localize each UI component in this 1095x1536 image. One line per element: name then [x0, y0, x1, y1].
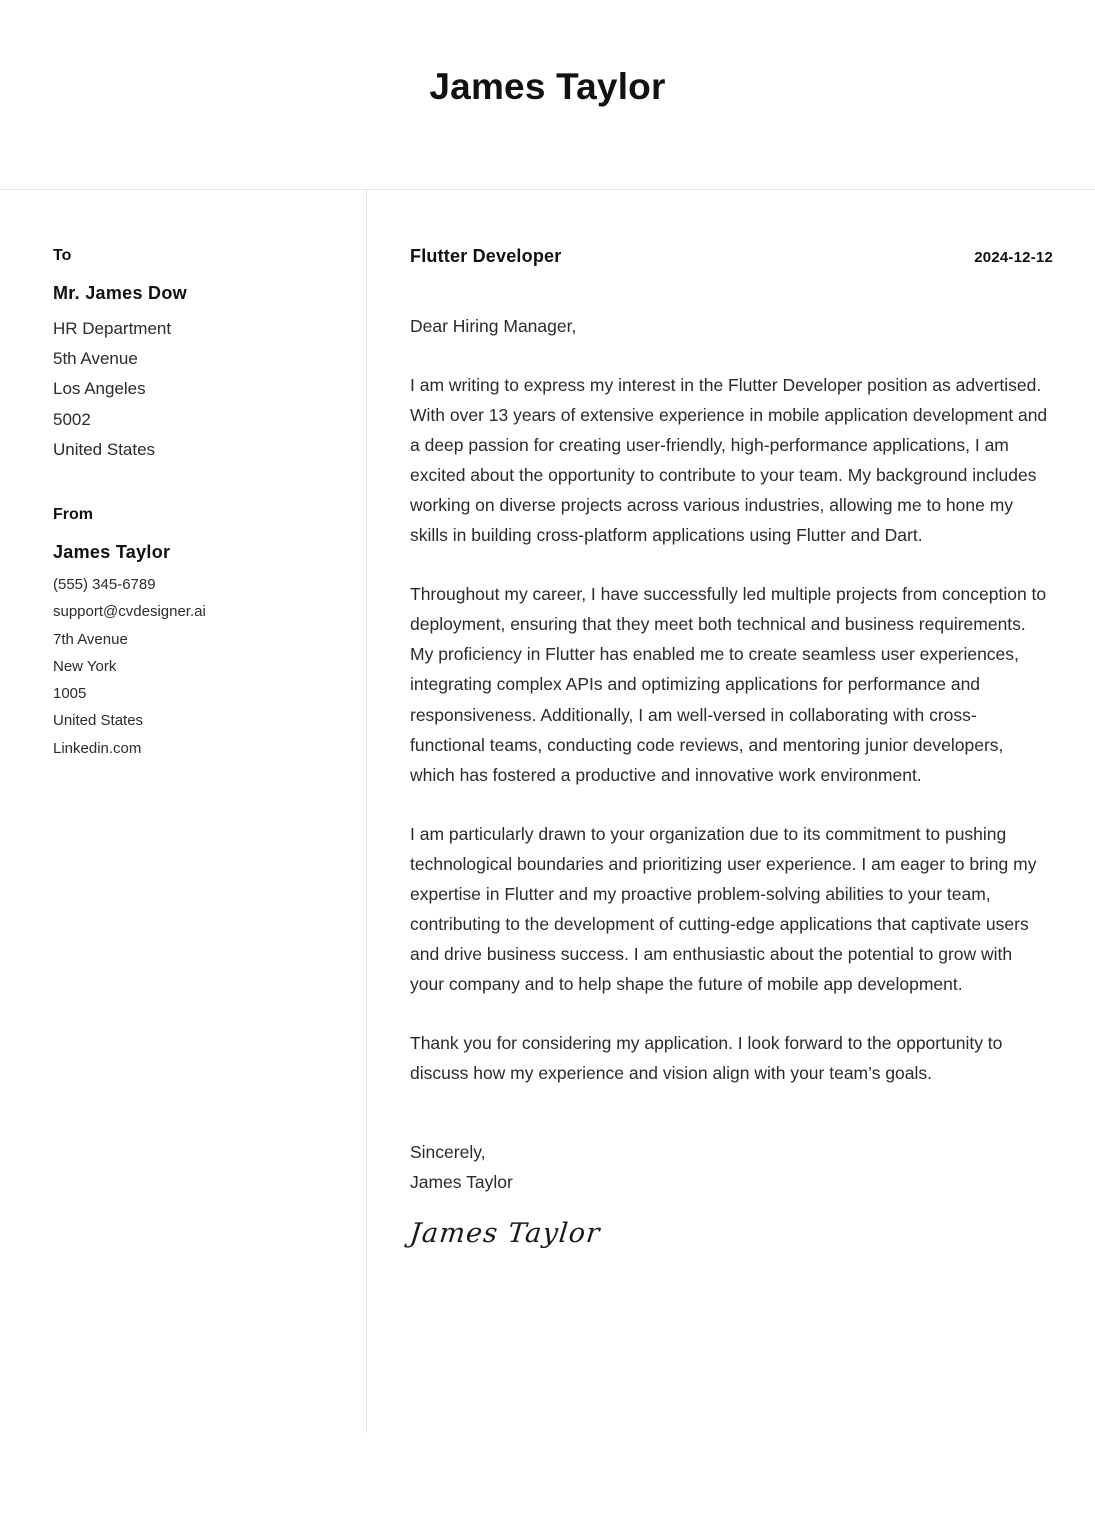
- sender-line: 1005: [53, 685, 87, 703]
- sender-line: 7th Avenue: [53, 630, 128, 648]
- recipient-line: 5th Avenue: [53, 349, 138, 369]
- sidebar: [0, 190, 366, 762]
- letter-header-row: [410, 246, 1053, 268]
- recipient-line: 5002: [53, 409, 91, 429]
- recipient-line: United States: [53, 439, 156, 459]
- from-label: From: [53, 505, 93, 523]
- letter-paragraph: Thank you for considering my application. I look forward to the opportunity to discuss how my experience and vision align with your team’s goals.: [410, 1033, 1003, 1084]
- letter-content: [367, 190, 1095, 1248]
- sender-linkedin: Linkedin.com: [53, 739, 142, 757]
- letter-paragraph: I am writing to express my interest in the Flutter Developer position as advertised. With over 13 years of extensive experience in mobile application development and a deep passion for creating user-friendly, high-performance applications, I am excited about the opportunity to contribute to your team. My background includes working on diverse projects across various industries, allowing me to hone my skills in building cross-platform applications using Flutter and Dart.: [410, 374, 1048, 546]
- letter-paragraph: Throughout my career, I have successfully led multiple projects from conception to deployment, ensuring that they meet both technical and business requirements. My proficiency in Flutter has enabled me to create seamless user experiences, integrating complex APIs and optimizing applications for performance and responsiveness. Additionally, I am well-versed in collaborating with cross-functional teams, conducting code reviews, and mentoring junior developers, which has fostered a productive and innovative work environment.: [410, 584, 1047, 785]
- sender-email: support@cvdesigner.ai: [53, 603, 206, 621]
- to-label: To: [53, 247, 72, 264]
- sender-line: United States: [53, 712, 144, 730]
- sender-line: New York: [53, 657, 117, 675]
- document-header: [0, 0, 1095, 189]
- closing-word: Sincerely,: [410, 1141, 486, 1162]
- closing-block: [410, 1137, 1053, 1249]
- document-body: [0, 190, 1095, 1433]
- signature-mark: James Taylor: [408, 1217, 603, 1249]
- job-title: Flutter Developer: [410, 246, 562, 266]
- sender-name: James Taylor: [53, 541, 171, 562]
- recipient-block: [53, 246, 336, 465]
- closing-name: James Taylor: [410, 1171, 513, 1192]
- letter-date: 2024-12-12: [974, 249, 1053, 266]
- recipient-line: Los Angeles: [53, 379, 146, 399]
- recipient-line: HR Department: [53, 319, 172, 339]
- page-title: James Taylor: [429, 66, 666, 108]
- sender-block: [53, 505, 336, 762]
- recipient-name: Mr. James Dow: [53, 283, 187, 304]
- letter-paragraph: I am particularly drawn to your organization due to its commitment to pushing technological boundaries and prioritizing user experience. I am eager to bring my expertise in Flutter and my proactive problem-solving abilities to your team, contributing to the development of cutting-edge applications that captivate users and drive business success. I am enthusiastic about the potential to grow with your company and to help shape the future of mobile app development.: [410, 823, 1037, 995]
- salutation: Dear Hiring Manager,: [410, 315, 577, 336]
- sender-phone: (555) 345-6789: [53, 575, 156, 593]
